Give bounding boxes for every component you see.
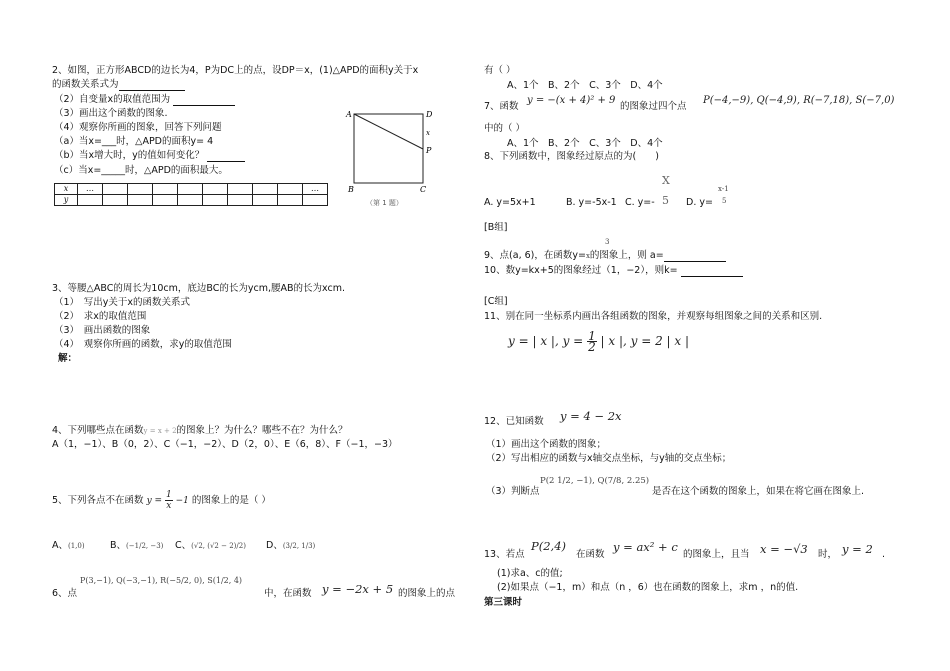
table-cell[interactable]: [253, 184, 278, 195]
q9-line: [484, 250, 726, 262]
fig-caption: （第 1 题）: [366, 199, 403, 207]
q8-d-num: x-1: [718, 185, 729, 193]
q9-func-num: 3: [605, 238, 610, 246]
fig-label-a: A: [346, 110, 352, 119]
q9-text-b: 的图象上，则 a=: [589, 250, 664, 261]
q5-line1: [52, 489, 271, 513]
q13-label: 13、若点: [484, 549, 525, 560]
q8-c-num: X: [662, 174, 670, 187]
table-cell[interactable]: [103, 184, 128, 195]
q2-sub-b-blank[interactable]: [207, 151, 245, 162]
q8-option-a[interactable]: A. y=5x+1: [484, 197, 536, 208]
q10-text: 10、数y=kx+5的图象经过（1，−2），则k=: [484, 265, 678, 276]
q7-label: 7、函数: [484, 101, 519, 112]
q12-sub1: （1）画出这个函数的图象；: [486, 439, 607, 450]
table-cell[interactable]: [178, 195, 203, 206]
q11-frac-num: 1: [588, 329, 596, 343]
q5-func-num: 1: [165, 490, 172, 500]
q5-option-a[interactable]: [52, 540, 85, 552]
q5-option-c-label: C、: [175, 540, 192, 551]
q13-cond2: y = 2: [842, 542, 873, 556]
table-cell[interactable]: [228, 195, 253, 206]
q7-line2: 中的（ ）: [484, 123, 526, 134]
q3-sub2: （2） 求x的取值范围: [54, 311, 147, 322]
q12-func: y = 4 − 2x: [560, 409, 622, 423]
q4-func: y = x + 2: [143, 427, 177, 435]
q5-option-c[interactable]: [175, 540, 246, 552]
table-cell[interactable]: [203, 195, 228, 206]
q11-line: 11、别在同一坐标系内画出各组函数的图象，并观察每组图象之间的关系和区别.: [484, 311, 823, 322]
q13-end: .: [882, 549, 886, 560]
q10-answer-blank[interactable]: [681, 266, 743, 277]
fig-label-b: B: [348, 185, 354, 194]
table-row: [55, 195, 328, 206]
q4-line1: [52, 425, 348, 437]
fig-label-c: C: [420, 185, 427, 194]
table-row: [55, 184, 328, 195]
q8-line1: 8、下列函数中，图象经过原点的为( ): [484, 151, 659, 162]
q5-option-b-val: (−1/2, −3): [126, 542, 164, 550]
q6-points: P(3,−1), Q(−3,−1), R(−5/2, 0), S(1/2, 4): [80, 576, 243, 585]
q2-sub2: [54, 94, 235, 106]
q2-sub4: （4）观察你所画的图象，回答下列问题: [54, 122, 222, 133]
segment-ap: [354, 114, 423, 149]
fig-label-d: D: [426, 110, 433, 119]
group-b-heading: [B组]: [484, 222, 508, 233]
q8-c-den: 5: [662, 194, 669, 207]
table-cell[interactable]: [303, 195, 328, 206]
q5-option-a-label: A、: [52, 540, 68, 551]
q13-point: P(2,4): [531, 539, 566, 553]
q5-text-a: 5、下列各点不在函数: [52, 495, 144, 506]
q2-square-figure: [340, 105, 440, 211]
table-cell[interactable]: [128, 184, 153, 195]
table-cell-y-header: y: [55, 195, 78, 206]
fig-label-x: x: [426, 129, 430, 137]
q2-sub-b: [54, 150, 245, 162]
q2-sub-b-text: （b）当x增大时，y的值如何变化？: [54, 150, 205, 161]
q5-option-b[interactable]: [110, 540, 163, 552]
q5-func: [146, 490, 189, 511]
q11-frac: [587, 331, 597, 352]
q8-option-c[interactable]: [625, 197, 655, 209]
q5-text-b: 的图象上的是（ ）: [191, 495, 271, 506]
q3-sub4: （4） 观察你所画的函数，求y的取值范围: [54, 339, 232, 350]
square-abcd: [354, 114, 423, 183]
table-cell[interactable]: [228, 184, 253, 195]
q9-func-den: x: [585, 252, 590, 260]
q5-func-den: x: [166, 501, 172, 511]
q2-value-table: [54, 183, 328, 206]
q5-option-d-val: (3/2, 1/3): [282, 542, 316, 550]
q6-options[interactable]: A、1个 B、2个 C、3个 D、4个: [507, 80, 663, 91]
q2-line1: 2、如图，正方形ABCD的边长为4，P为DC上的点，设DP＝x，(1)△APD的面积y关于x: [52, 65, 419, 76]
q2-line2: [52, 79, 185, 91]
q2-sub-c: （c）当x=_____时，△APD的面积最大。: [54, 165, 228, 176]
table-cell[interactable]: [128, 195, 153, 206]
q12-label: 12、已知函数: [484, 416, 544, 427]
table-cell[interactable]: [178, 184, 203, 195]
q7-func: y = −(x + 4)² + 9: [527, 95, 616, 106]
q5-func-y: y =: [146, 496, 163, 506]
q13-sub2: (2)如果点（−1，m）和点（n ，6）也在函数的图象上，求m ，n的值.: [497, 582, 799, 593]
q8-option-d[interactable]: [686, 197, 713, 209]
q2-sub3: （3）画出这个函数的图象.: [54, 108, 168, 119]
q2-sub2-blank[interactable]: [173, 95, 235, 106]
q5-option-b-label: B、: [110, 540, 127, 551]
q13-mid2: 的图象上，且当: [683, 549, 750, 560]
table-cell[interactable]: [153, 184, 178, 195]
q7-options[interactable]: A、1个 B、2个 C、3个 D、4个: [507, 138, 663, 149]
q13-sub1: (1)求a、c的值;: [497, 568, 563, 579]
q5-option-d[interactable]: [266, 540, 315, 552]
table-cell[interactable]: [203, 184, 228, 195]
q12-sub3b: 是否在这个函数的图象上，如果在将它画在图象上.: [652, 486, 865, 497]
table-cell[interactable]: [153, 195, 178, 206]
q12-points: P(2 1/2, −1), Q(7/8, 2.25): [540, 476, 650, 486]
q7-mid: 的图象过四个点: [620, 101, 687, 112]
fig-label-p: P: [426, 146, 432, 155]
q4-text-b: 的图象上？为什么？哪些不在？为什么？: [176, 425, 348, 436]
q6-mid: 中，在函数: [264, 588, 312, 599]
q13-func: y = ax² + c: [613, 540, 678, 554]
footer-lesson-title: 第三课时: [484, 597, 523, 608]
q8-d-frac: [718, 183, 729, 207]
q6-tail: 的图象上的点: [398, 588, 456, 599]
q12-sub3: （3）判断点: [486, 486, 540, 497]
q2-answer-blank[interactable]: [119, 80, 185, 91]
q3-sub3: （3） 画出函数的图象: [54, 325, 151, 336]
q11-f2: | x |, y = 2 | x |: [600, 334, 690, 348]
q12-sub2: （2）写出相应的函数与x轴交点坐标，与y轴的交点坐标；: [486, 453, 732, 464]
table-cell[interactable]: [253, 195, 278, 206]
q9-text-a: 9、点(a, 6)，在函数y=: [484, 250, 586, 261]
group-c-heading: [C组]: [484, 296, 508, 307]
q2-sub-a: （a）当x=___时，△APD的面积y= 4: [54, 136, 214, 147]
q3-line1: 3、等腰△ABC的周长为10cm，底边BC的长为ycm,腰AB的长为xcm.: [52, 283, 345, 294]
q8-c-frac: [662, 171, 670, 211]
q11-f1: y = | x |, y =: [508, 334, 584, 348]
q5-option-c-val: (√2, (√2 − 2)/2): [191, 542, 246, 550]
q8-d-den: 5: [722, 197, 727, 205]
q13-cond: x = −√3: [760, 542, 808, 556]
q5-func-frac: [165, 490, 173, 511]
table-cell[interactable]: [103, 195, 128, 206]
table-cell[interactable]: [278, 195, 303, 206]
q6-func: y = −2x + 5: [322, 582, 394, 596]
q6-label: 6、点: [52, 588, 78, 599]
q5-func-tail: −1: [175, 496, 189, 506]
q13-mid3: 时，: [818, 549, 838, 560]
q7-points: P(−4,−9), Q(−4,9), R(−7,18), S(−7,0): [703, 95, 895, 106]
q6-continued: 有（ ）: [484, 65, 516, 76]
table-cell-x-header: x: [55, 184, 78, 195]
q8-option-d-text: D. y=: [686, 197, 713, 208]
q5-option-a-val: (1,0): [68, 542, 85, 550]
q11-frac-den: 2: [588, 340, 596, 354]
q8-option-c-text: C. y=-: [625, 197, 655, 208]
q3-jie: 解：: [58, 353, 78, 364]
q5-option-d-label: D、: [266, 540, 283, 551]
table-cell: …: [78, 184, 103, 195]
q13-mid: 在函数: [576, 549, 605, 560]
q8-option-b[interactable]: B. y=-5x-1: [566, 197, 617, 208]
q10-line: [484, 265, 743, 277]
q3-sub1: （1） 写出y关于x的函数关系式: [54, 297, 191, 308]
q11-functions: [508, 327, 689, 355]
table-cell[interactable]: [78, 195, 103, 206]
table-cell[interactable]: [278, 184, 303, 195]
q4-points: A（1，−1）、B（0，2）、C（−1，−2）、D（2，0）、E（6，8）、F（−1，−3）: [52, 439, 398, 450]
table-cell: …: [303, 184, 328, 195]
q4-text-a: 4、下列哪些点在函数: [52, 425, 144, 436]
q2-sub2-text: （2）自变量x的取值范围为: [54, 94, 171, 105]
q2-line2-text: 的函数关系式为: [52, 79, 119, 90]
q9-answer-blank[interactable]: [664, 251, 726, 262]
